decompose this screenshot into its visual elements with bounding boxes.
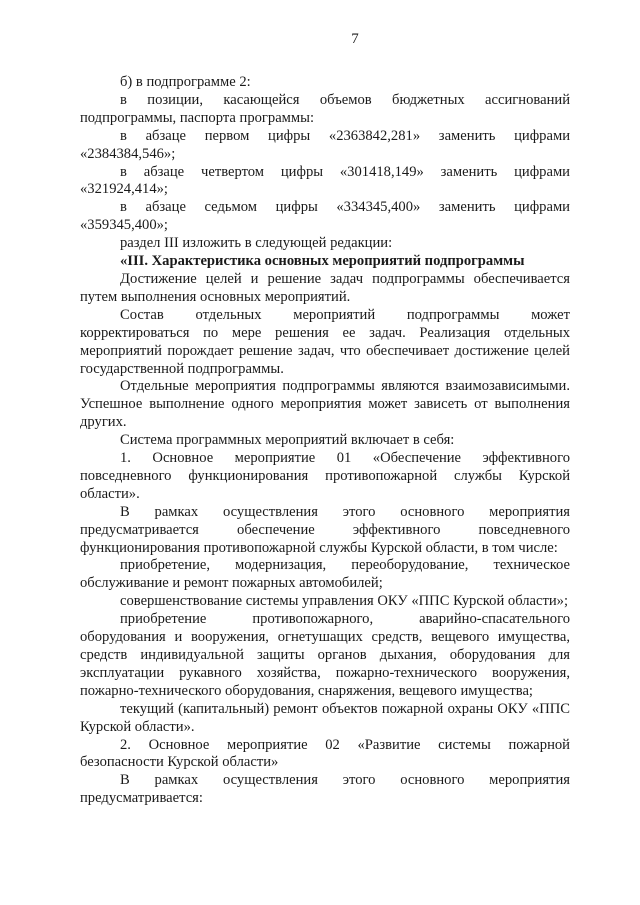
paragraph-measure-02: 2. Основное мероприятие 02 «Развитие системы пожарной безопасности Курской области» [80,736,570,771]
paragraph-measure-01-scope: В рамках осуществления этого основного мероприятия предусматривается обеспечение эффективного повседневного функционирования противопожарной службы Курской области, в том числе: [80,503,570,556]
paragraph-composition: Состав отдельных мероприятий подпрограммы может корректироваться по мере решения ее задач. Реализация отдельных мероприятий порождает решение задач, что обеспечивает достижение целей государственной подпрограммы. [80,306,570,377]
document-body [80,74,570,808]
paragraph-goals: Достижение целей и решение задач подпрограммы обеспечивается путем выполнения основных мероприятий. [80,270,570,305]
list-item-repair: текущий (капитальный) ремонт объектов пожарной охраны ОКУ «ППС Курской области». [80,700,570,735]
list-item-vehicles: приобретение, модернизация, переоборудование, техническое обслуживание и ремонт пожарных автомобилей; [80,557,570,592]
page-number: 7 [351,31,359,47]
paragraph-section-intro: раздел III изложить в следующей редакции: [120,235,393,252]
paragraph-interdependence: Отдельные мероприятия подпрограммы являются взаимозависимыми. Успешное выполнение одного мероприятия может зависеть от выполнения других. [80,378,570,431]
paragraph-seventh-clause: в абзаце седьмом цифры «334345,400» заменить цифрами «359345,400»; [80,199,570,234]
paragraph-measure-02-scope: В рамках осуществления этого основного мероприятия предусматривается: [80,772,570,807]
list-item-management: совершенствование системы управления ОКУ «ППС Курской области»; [120,593,569,610]
document-page [80,28,570,808]
list-item-equipment: приобретение противопожарного, аварийно-спасательного оборудования и вооружения, огнетушащих средств, вещевого имущества, средств индивидуальной защиты органов дыхания, оборудования для эксплуатации рукавного хозяйства, пожарно-технического вооружения, пожарно-технического оборудования, снаряжения, вещевого имущества; [80,611,570,699]
paragraph-system: Система программных мероприятий включает в себя: [120,432,455,449]
paragraph-first-clause: в абзаце первом цифры «2363842,281» заменить цифрами «2384384,546»; [80,127,570,162]
paragraph-subprogram-2: б) в подпрограмме 2: [120,74,251,90]
paragraph-budget-position: в позиции, касающейся объемов бюджетных ассигнований подпрограммы, паспорта программы: [80,91,570,126]
paragraph-fourth-clause: в абзаце четвертом цифры «301418,149» заменить цифрами «321924,414»; [80,163,570,198]
section-heading: «III. Характеристика основных мероприятий подпрограммы [120,253,525,270]
paragraph-measure-01: 1. Основное мероприятие 01 «Обеспечение эффективного повседневного функционирования противопожарной службы Курской области». [80,450,570,502]
